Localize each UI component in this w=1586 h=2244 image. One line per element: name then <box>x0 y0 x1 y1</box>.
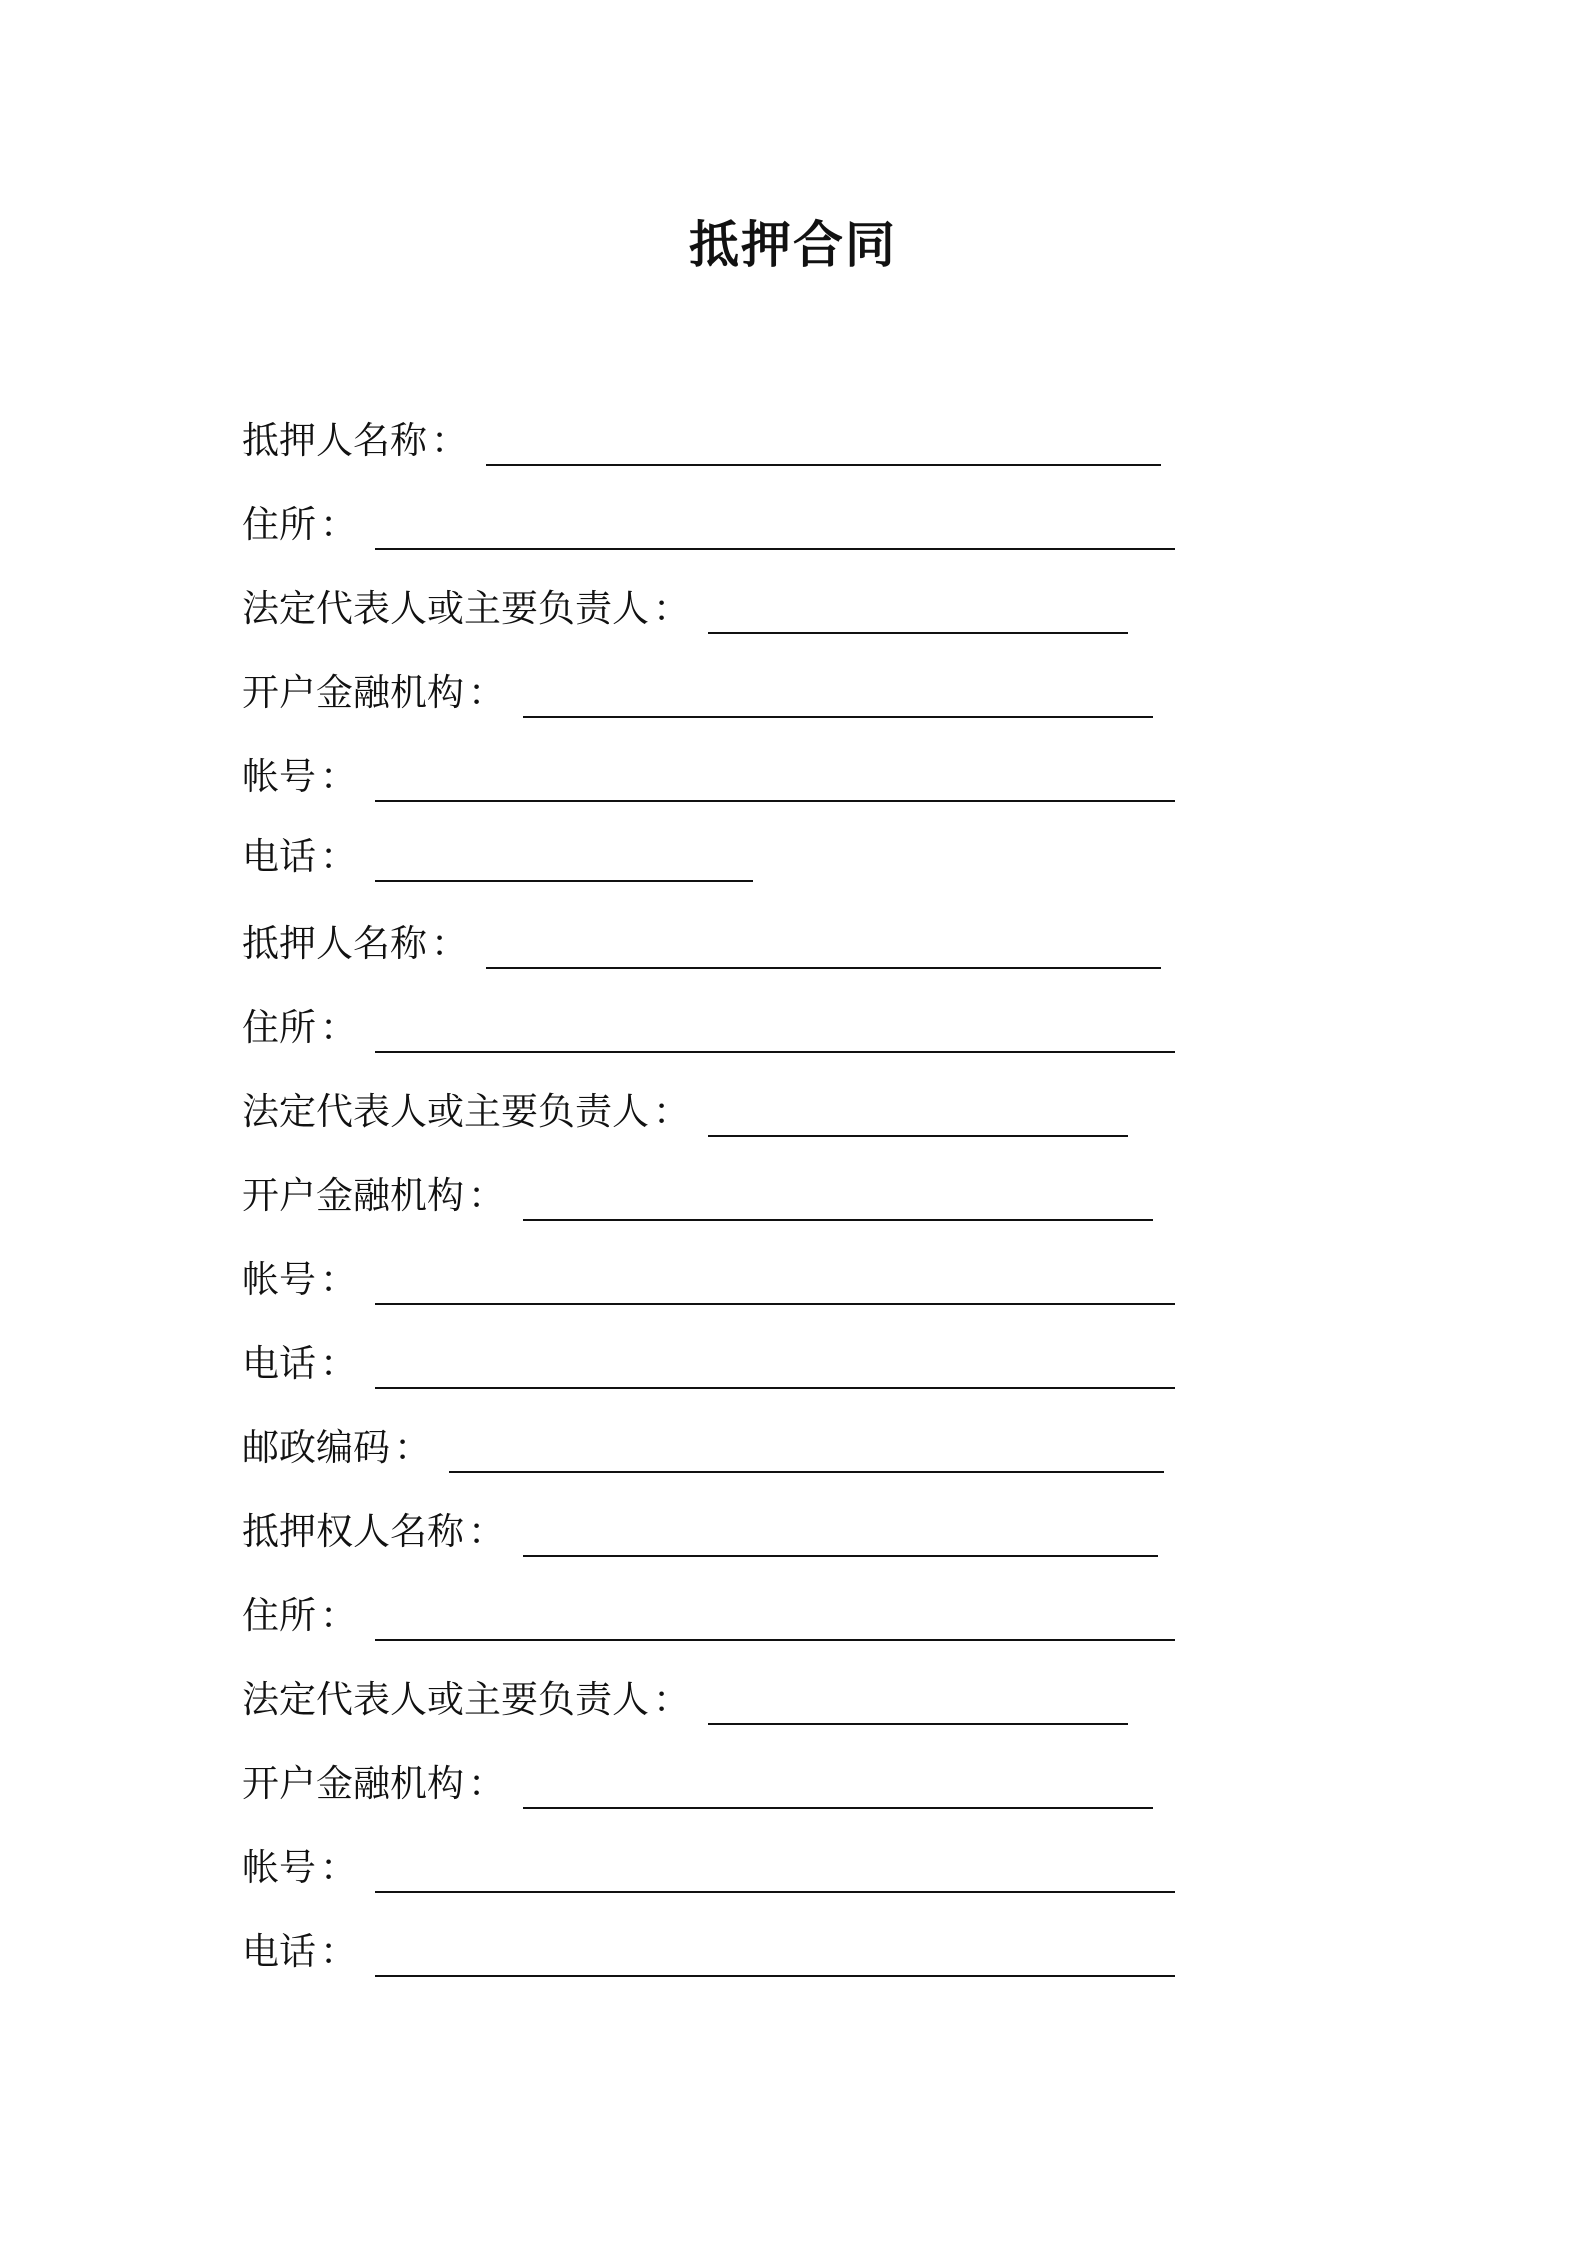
field-phone-1 <box>242 818 753 888</box>
blank-line[interactable] <box>523 680 1153 718</box>
field-colon: ： <box>320 1342 357 1385</box>
field-label: 抵押人名称 <box>242 922 427 965</box>
field-account-2 <box>242 1241 1175 1311</box>
field-label: 住所 <box>242 503 316 546</box>
field-colon: ： <box>653 1678 690 1721</box>
field-label: 帐号 <box>242 755 316 798</box>
field-label: 开户金融机构 <box>242 1762 464 1805</box>
blank-line[interactable] <box>375 844 753 882</box>
field-label: 抵押权人名称 <box>242 1510 464 1553</box>
field-label: 电话 <box>242 1930 316 1973</box>
field-phone-2 <box>242 1325 1175 1395</box>
blank-line[interactable] <box>486 931 1161 969</box>
field-colon: ： <box>653 1090 690 1133</box>
field-bank-2 <box>242 1157 1153 1227</box>
field-label: 住所 <box>242 1594 316 1637</box>
blank-line[interactable] <box>523 1771 1153 1809</box>
field-colon: ： <box>653 587 690 630</box>
field-colon: ： <box>394 1426 431 1469</box>
field-bank-3 <box>242 1745 1153 1815</box>
document-title: 抵押合同 <box>689 216 897 274</box>
field-label: 电话 <box>242 835 316 878</box>
field-label: 法定代表人或主要负责人 <box>242 1678 649 1721</box>
field-colon: ： <box>431 922 468 965</box>
field-account-1 <box>242 738 1175 808</box>
field-colon: ： <box>320 835 357 878</box>
field-label: 开户金融机构 <box>242 1174 464 1217</box>
blank-line[interactable] <box>375 1939 1175 1977</box>
blank-line[interactable] <box>375 1267 1175 1305</box>
field-colon: ： <box>320 1594 357 1637</box>
field-label: 邮政编码 <box>242 1426 390 1469</box>
field-address-2 <box>242 989 1175 1059</box>
field-colon: ： <box>468 1762 505 1805</box>
field-colon: ： <box>431 419 468 462</box>
field-label: 开户金融机构 <box>242 671 464 714</box>
field-colon: ： <box>468 1174 505 1217</box>
field-colon: ： <box>320 1006 357 1049</box>
blank-line[interactable] <box>708 1099 1128 1137</box>
field-mortgagor-name-1 <box>242 402 1161 472</box>
blank-line[interactable] <box>375 1015 1175 1053</box>
field-label: 法定代表人或主要负责人 <box>242 1090 649 1133</box>
field-label: 住所 <box>242 1006 316 1049</box>
field-colon: ： <box>320 1258 357 1301</box>
field-address-1 <box>242 486 1175 556</box>
blank-line[interactable] <box>375 1603 1175 1641</box>
field-legal-rep-3 <box>242 1661 1128 1731</box>
blank-line[interactable] <box>449 1435 1164 1473</box>
blank-line[interactable] <box>375 1855 1175 1893</box>
blank-line[interactable] <box>486 428 1161 466</box>
field-legal-rep-1 <box>242 570 1128 640</box>
blank-line[interactable] <box>375 764 1175 802</box>
field-colon: ： <box>320 503 357 546</box>
field-address-3 <box>242 1577 1175 1647</box>
field-label: 帐号 <box>242 1846 316 1889</box>
field-colon: ： <box>468 671 505 714</box>
blank-line[interactable] <box>375 1351 1175 1389</box>
field-account-3 <box>242 1829 1175 1899</box>
field-colon: ： <box>320 1846 357 1889</box>
blank-line[interactable] <box>708 596 1128 634</box>
field-phone-3 <box>242 1913 1175 1983</box>
blank-line[interactable] <box>523 1183 1153 1221</box>
field-label: 法定代表人或主要负责人 <box>242 587 649 630</box>
field-mortgagee-name <box>242 1493 1158 1563</box>
field-label: 抵押人名称 <box>242 419 427 462</box>
field-label: 帐号 <box>242 1258 316 1301</box>
field-postal-code <box>242 1409 1164 1479</box>
field-label: 电话 <box>242 1342 316 1385</box>
field-mortgagor-name-2 <box>242 905 1161 975</box>
blank-line[interactable] <box>708 1687 1128 1725</box>
field-legal-rep-2 <box>242 1073 1128 1143</box>
field-colon: ： <box>320 755 357 798</box>
blank-line[interactable] <box>375 512 1175 550</box>
field-bank-1 <box>242 654 1153 724</box>
field-colon: ： <box>320 1930 357 1973</box>
blank-line[interactable] <box>523 1519 1158 1557</box>
field-colon: ： <box>468 1510 505 1553</box>
